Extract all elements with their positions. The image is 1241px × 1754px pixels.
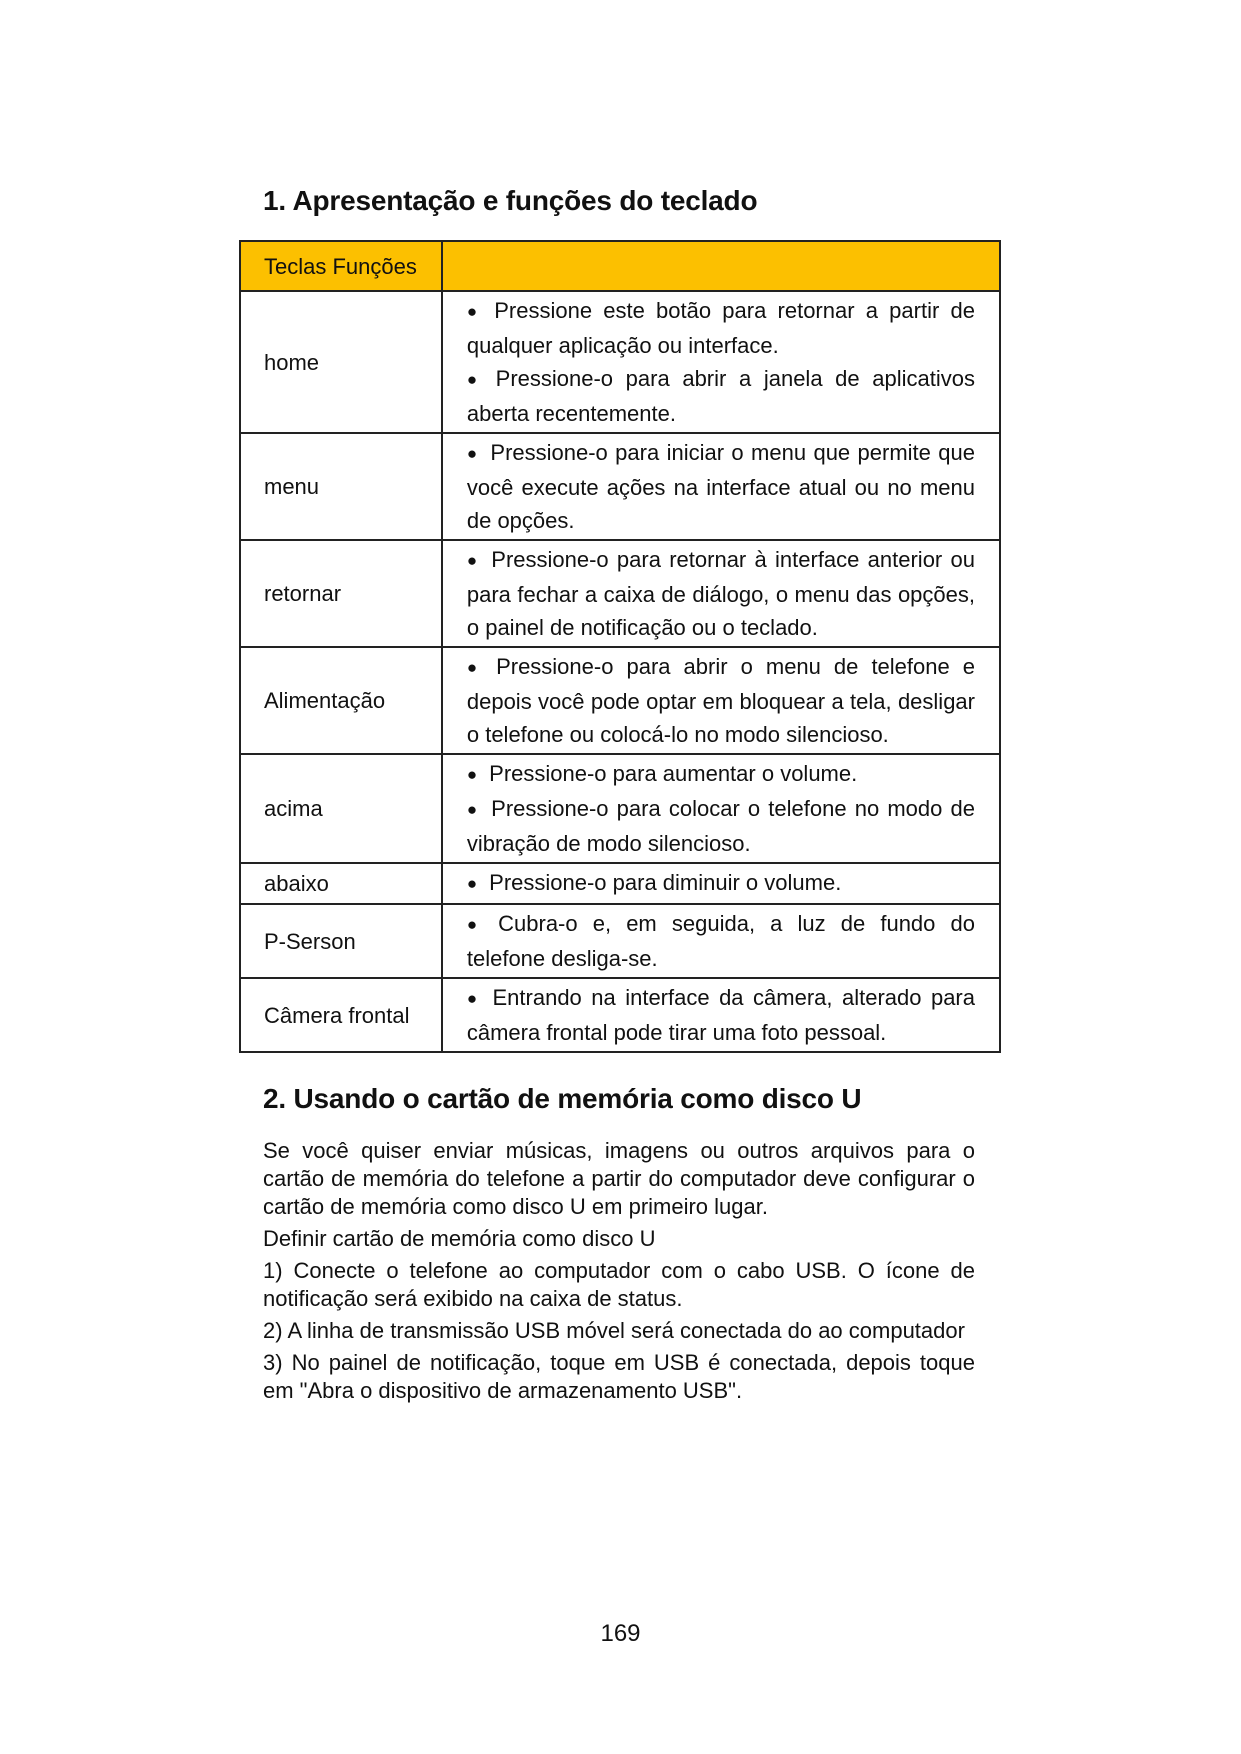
paragraph: 1) Conecte o telefone ao computador com o cabo USB. O ícone de notificação será exibido na caixa de status.	[263, 1258, 975, 1311]
bullet-text: Pressione-o para retornar à interface anterior ou para fechar a caixa de diálogo, o menu das opções, o painel de notificação ou o teclado.	[466, 547, 975, 640]
bullet-text: Pressione este botão para retornar a partir de qualquer aplicação ou interface.	[466, 298, 975, 358]
key-function	[442, 647, 1000, 754]
bullet-item	[467, 907, 975, 975]
table-row	[240, 754, 1000, 863]
bullet-icon: ●	[466, 302, 483, 321]
table-row	[240, 540, 1000, 647]
bullet-icon: ●	[466, 370, 484, 389]
table-row	[240, 433, 1000, 540]
key-function	[442, 863, 1000, 904]
table-row	[240, 904, 1000, 978]
bullet-icon: ●	[466, 658, 485, 677]
section1-title: 1. Apresentação e funções do teclado	[263, 185, 758, 216]
bullet-item	[467, 981, 975, 1049]
table-row	[240, 863, 1000, 904]
key-function	[442, 978, 1000, 1052]
table-row	[240, 647, 1000, 754]
bullet-item	[467, 294, 975, 362]
bullet-text: Pressione-o para diminuir o volume.	[489, 870, 842, 895]
bullet-icon: ●	[466, 800, 480, 819]
table-header-empty-cell	[442, 241, 1000, 291]
bullet-item	[467, 757, 975, 792]
bullet-item	[467, 792, 975, 860]
paragraph: Se você quiser enviar músicas, imagens ou outros arquivos para o cartão de memória do telefone a partir do computador deve configurar o cartão de memória como disco U em primeiro lugar.	[263, 1138, 975, 1219]
key-name: Câmera frontal	[240, 978, 442, 1052]
bullet-text: Pressione-o para abrir o menu de telefone e depois você pode optar em bloquear a tela, desligar o telefone ou colocá-lo no modo silencioso.	[466, 654, 975, 747]
bullet-icon: ●	[466, 989, 481, 1008]
key-functions-table	[239, 240, 1001, 1053]
key-function	[442, 540, 1000, 647]
key-function	[442, 291, 1000, 433]
table-row	[240, 291, 1000, 433]
bullet-item	[467, 866, 975, 901]
bullet-item	[467, 436, 975, 537]
key-name: abaixo	[240, 863, 442, 904]
bullet-text: Pressione-o para colocar o telefone no modo de vibração de modo silencioso.	[466, 796, 975, 856]
bullet-text: Pressione-o para abrir a janela de aplicativos aberta recentemente.	[466, 366, 975, 426]
bullet-text: Cubra-o e, em seguida, a luz de fundo do telefone desliga-se.	[466, 911, 975, 971]
bullet-icon: ●	[466, 915, 487, 934]
bullet-text: Entrando na interface da câmera, alterado para câmera frontal pode tirar uma foto pessoal.	[466, 985, 975, 1045]
key-name: Alimentação	[240, 647, 442, 754]
bullet-text: Pressione-o para iniciar o menu que permite que você execute ações na interface atual ou no menu de opções.	[466, 440, 975, 533]
table-header-label: Teclas Funções	[264, 253, 417, 279]
section2-title: 2. Usando o cartão de memória como disco U	[263, 1083, 862, 1114]
bullet-text: Pressione-o para aumentar o volume.	[489, 761, 858, 786]
key-name: retornar	[240, 540, 442, 647]
bullet-icon: ●	[466, 551, 480, 570]
paragraph: Definir cartão de memória como disco U	[263, 1226, 656, 1251]
key-name: acima	[240, 754, 442, 863]
bullet-icon: ●	[466, 444, 479, 463]
key-function	[442, 904, 1000, 978]
table-row	[240, 978, 1000, 1052]
bullet-icon: ●	[466, 874, 478, 893]
paragraph: 2) A linha de transmissão USB móvel será conectada do ao computador	[263, 1318, 965, 1343]
table-header-row	[240, 241, 1000, 291]
key-name: P-Serson	[240, 904, 442, 978]
bullet-icon: ●	[466, 765, 478, 784]
page-number: 169	[600, 1620, 641, 1647]
key-function	[442, 754, 1000, 863]
key-name: menu	[240, 433, 442, 540]
bullet-item	[467, 650, 975, 751]
paragraph: 3) No painel de notificação, toque em USB é conectada, depois toque em "Abra o dispositivo de armazenamento USB".	[263, 1350, 975, 1403]
key-function	[442, 433, 1000, 540]
bullet-item	[467, 543, 975, 644]
key-name: home	[240, 291, 442, 433]
section2-body	[263, 1137, 975, 1409]
table-header-cell	[240, 241, 442, 291]
bullet-item	[467, 362, 975, 430]
